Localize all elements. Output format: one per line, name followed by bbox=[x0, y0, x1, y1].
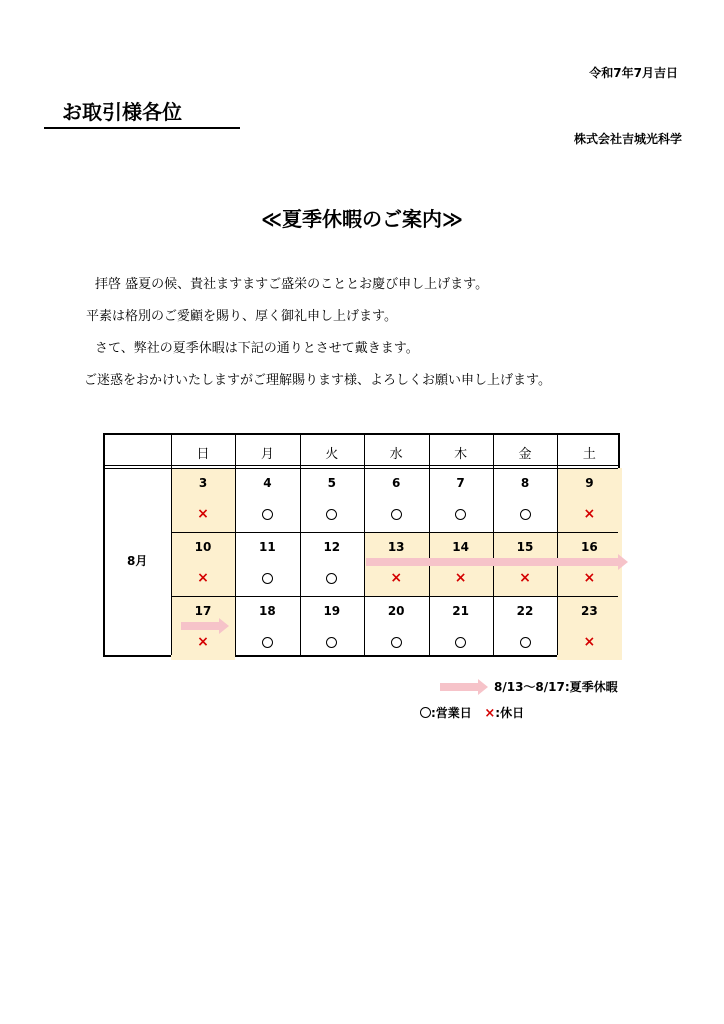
greeting-line-1: 拝啓 盛夏の候、貴社ますますご盛栄のこととお慶び申し上げます。 bbox=[95, 277, 489, 292]
legend-closed-label: :休日 bbox=[495, 706, 525, 720]
day-number: 4 bbox=[263, 476, 272, 490]
week-separator bbox=[171, 532, 618, 533]
legend-open-label: :営業日 bbox=[431, 706, 472, 720]
sender-company: 株式会社吉城光科学 bbox=[573, 132, 682, 146]
circle-icon bbox=[262, 573, 273, 584]
open-circle-icon bbox=[235, 509, 299, 523]
holiday-calendar bbox=[103, 433, 620, 657]
day-number: 16 bbox=[581, 540, 598, 554]
day-number: 13 bbox=[387, 540, 405, 554]
legend-period bbox=[440, 678, 618, 695]
circle-icon bbox=[326, 573, 337, 584]
day-number: 18 bbox=[259, 604, 276, 618]
open-circle-icon bbox=[364, 637, 428, 651]
circle-icon bbox=[391, 637, 402, 648]
day-number: 17 bbox=[194, 604, 212, 618]
closed-cross-icon: × bbox=[583, 506, 596, 522]
greeting-line-2: 平素は格別のご愛顧を賜り、厚く御礼申し上げます。 bbox=[86, 309, 397, 324]
header-rule bbox=[105, 468, 618, 469]
day-number: 3 bbox=[198, 476, 208, 490]
week-separator bbox=[171, 596, 618, 597]
closed-cross-icon: × bbox=[454, 570, 467, 586]
greeting-line-4: ご迷惑をおかけいたしますがご理解賜ります様、よろしくお願い申し上げます。 bbox=[84, 373, 551, 388]
summer-holiday-arrow bbox=[366, 556, 630, 568]
day-number: 6 bbox=[392, 476, 401, 490]
open-circle-icon bbox=[429, 637, 493, 651]
weekday-header: 土 bbox=[582, 447, 596, 462]
day-number: 20 bbox=[387, 604, 405, 618]
day-number: 11 bbox=[259, 540, 276, 554]
addressee: お取引様各位 bbox=[44, 96, 240, 129]
closed-cross-icon: × bbox=[583, 570, 596, 586]
legend-period-text: 8/13～8/17:夏季休暇 bbox=[494, 680, 618, 694]
summer-holiday-arrow bbox=[181, 620, 231, 632]
legend-marks bbox=[420, 704, 524, 721]
day-number: 7 bbox=[456, 476, 465, 490]
greeting-line-3: さて、弊社の夏季休暇は下記の通りとさせて戴きます。 bbox=[95, 341, 419, 356]
notice-title: ≪夏季休暇のご案内≫ bbox=[261, 207, 463, 231]
day-number: 21 bbox=[452, 604, 469, 618]
weekday-header: 水 bbox=[389, 447, 403, 462]
closed-cross-icon: × bbox=[519, 570, 531, 586]
circle-icon bbox=[520, 637, 531, 648]
day-number: 22 bbox=[516, 604, 534, 618]
circle-icon bbox=[262, 637, 273, 648]
open-circle-icon bbox=[364, 509, 428, 523]
open-circle-icon bbox=[235, 573, 299, 587]
closed-cross-icon: × bbox=[583, 634, 596, 650]
circle-icon bbox=[420, 707, 431, 718]
day-number: 19 bbox=[323, 604, 341, 618]
day-number: 14 bbox=[452, 540, 469, 554]
circle-icon bbox=[262, 509, 273, 520]
weekday-header: 月 bbox=[260, 447, 274, 462]
circle-icon bbox=[455, 509, 466, 520]
weekday-header: 火 bbox=[325, 447, 339, 462]
circle-icon bbox=[455, 637, 466, 648]
closed-cross-icon: × bbox=[390, 570, 403, 586]
circle-icon bbox=[520, 509, 531, 520]
day-number: 23 bbox=[581, 604, 598, 618]
open-circle-icon bbox=[429, 509, 493, 523]
cross-icon: × bbox=[484, 706, 496, 721]
issue-date: 令和7年7月吉日 bbox=[589, 66, 678, 80]
circle-icon bbox=[326, 509, 337, 520]
closed-cross-icon: × bbox=[197, 634, 209, 650]
day-number: 8 bbox=[520, 476, 530, 490]
circle-icon bbox=[326, 637, 337, 648]
open-circle-icon bbox=[300, 573, 364, 587]
day-number: 5 bbox=[327, 476, 336, 490]
open-circle-icon bbox=[493, 509, 557, 523]
day-number: 9 bbox=[585, 476, 594, 490]
day-number: 12 bbox=[323, 540, 341, 554]
weekday-header: 金 bbox=[518, 447, 532, 462]
closed-cross-icon: × bbox=[197, 570, 209, 586]
circle-icon bbox=[391, 509, 402, 520]
open-circle-icon bbox=[493, 637, 557, 651]
open-circle-icon bbox=[300, 509, 364, 523]
weekday-header: 日 bbox=[196, 447, 210, 462]
day-number: 10 bbox=[194, 540, 212, 554]
header-rule bbox=[105, 465, 618, 466]
weekday-header: 木 bbox=[454, 447, 468, 462]
closed-cross-icon: × bbox=[197, 506, 209, 522]
open-circle-icon bbox=[300, 637, 364, 651]
open-circle-icon bbox=[235, 637, 299, 651]
legend-arrow-icon bbox=[440, 681, 488, 693]
month-label: 8月 bbox=[127, 554, 148, 568]
day-number: 15 bbox=[516, 540, 534, 554]
